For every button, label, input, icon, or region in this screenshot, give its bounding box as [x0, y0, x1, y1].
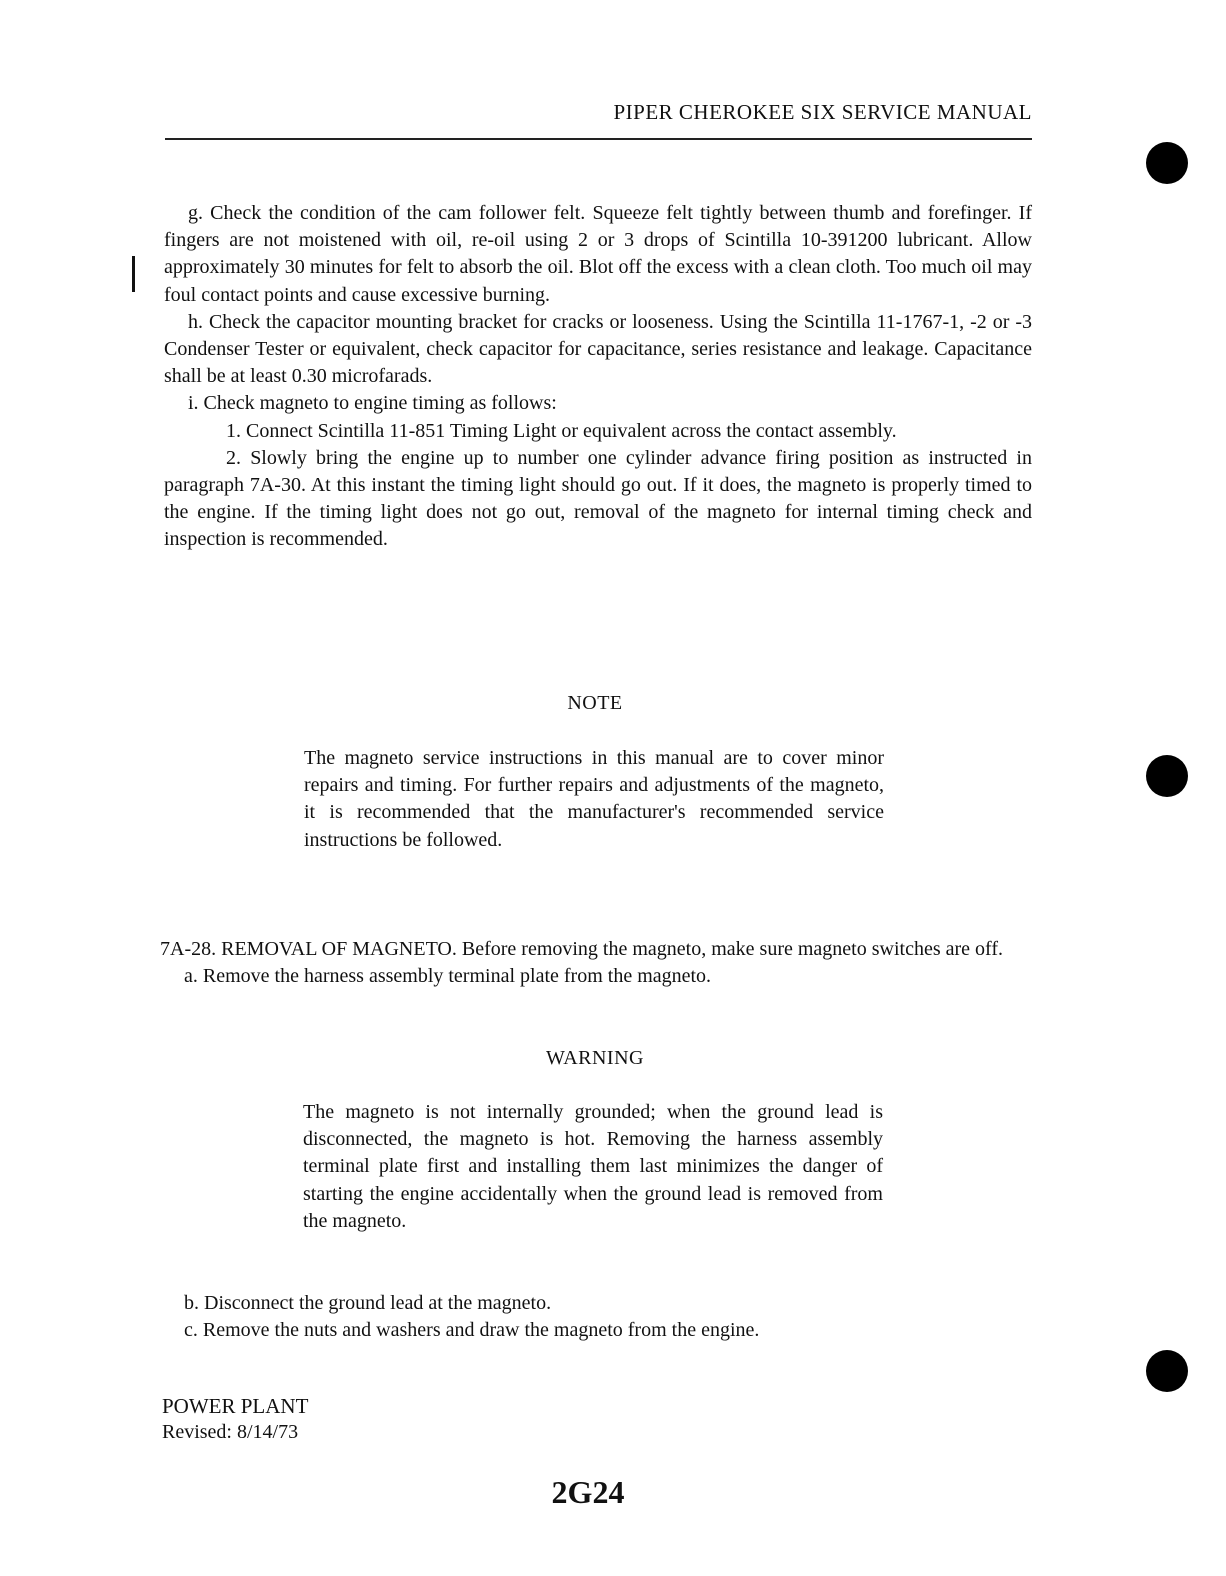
step-b: b. Disconnect the ground lead at the magneto. — [184, 1292, 552, 1314]
punch-hole-top — [1146, 142, 1188, 184]
warning-label: WARNING — [546, 1047, 644, 1069]
step-a: a. Remove the harness assembly terminal plate from the magneto. — [184, 965, 712, 988]
step-i-1: 1. Connect Scintilla 11-851 Timing Light or equivalent across the contact assembly. — [226, 419, 897, 442]
revision-bar — [132, 256, 135, 292]
step-i-2: 2. Slowly bring the engine up to number one cylinder advance firing position as instructed in paragraph 7A-30. At this instant the timing light should go out. If it does, the magneto is properly timed to the engine. If the timing light does not go out, removal of the magneto for internal timing check and inspection is recommended. — [164, 446, 1032, 551]
footer-section-title: POWER PLANT — [162, 1394, 309, 1418]
running-header: PIPER CHEROKEE SIX SERVICE MANUAL — [613, 100, 1032, 124]
inspection-steps — [164, 200, 1032, 554]
step-c: c. Remove the nuts and washers and draw the magneto from the engine. — [184, 1319, 760, 1342]
footer-revision-date: Revised: 8/14/73 — [162, 1421, 299, 1443]
step-h: h. Check the capacitor mounting bracket for cracks or looseness. Using the Scintilla 11-1767-1, -2 or -3 Condenser Tester or equivalent, check capacitor for capacitance, series resistance and leakage. Capacitance shall be at least 0.30 microfarads. — [164, 310, 1032, 388]
header-divider — [165, 138, 1032, 140]
section-heading: 7A-28. REMOVAL OF MAGNETO. Before removing the magneto, make sure magneto switches are off. — [160, 938, 1003, 960]
page-number: 2G24 — [551, 1474, 625, 1510]
note-label: NOTE — [567, 692, 623, 714]
step-i: i. Check magneto to engine timing as follows: — [188, 392, 557, 415]
punch-hole-bottom — [1146, 1350, 1188, 1392]
warning-text: The magneto is not internally grounded; when the ground lead is disconnected, the magneto is hot. Removing the harness assembly terminal plate first and installing them last minimizes the danger of starting the engine accidentally when the ground lead is removed from the magneto. — [303, 1101, 883, 1232]
removal-section — [160, 936, 1030, 990]
final-steps — [184, 1290, 1032, 1344]
step-g: g. Check the condition of the cam follower felt. Squeeze felt tightly between thumb and forefinger. If fingers are not moistened with oil, re-oil using 2 or 3 drops of Scintilla 10-391200 lubricant. Allow approximately 30 minutes for felt to absorb the oil. Blot off the excess with a clean cloth. Too much oil may foul contact points and cause excessive burning. — [164, 202, 1032, 306]
punch-hole-middle — [1146, 755, 1188, 797]
note-text: The magneto service instructions in this manual are to cover minor repairs and timing. For further repairs and adjustments of the magneto, it is recommended that the manufacturer's recommended service instructions be followed. — [304, 747, 884, 851]
